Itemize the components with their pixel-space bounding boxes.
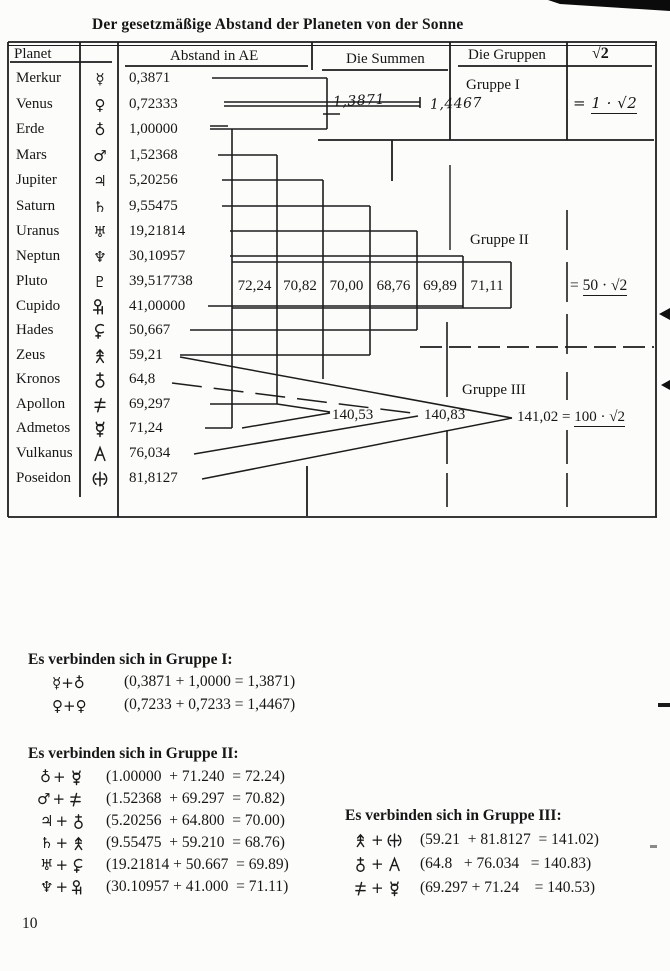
jupiter-symbol: ♃ (93, 172, 107, 190)
group-label-2: Gruppe II (470, 232, 529, 248)
sqrt-expression-g2 (570, 276, 627, 295)
table-row (0, 121, 670, 141)
neptun-symbol: ♆ (40, 878, 54, 896)
page-title: Der gesetzmäßige Abstand der Planeten von der Sonne (92, 16, 464, 33)
apollon-symbol (89, 396, 111, 415)
vulkanus-symbol (89, 445, 111, 464)
equation-text: (1.52368 + 69.297 = 70.82) (106, 790, 285, 807)
equation-text: (30.10957 + 41.000 = 71.11) (106, 878, 289, 895)
admetos-symbol (89, 420, 111, 439)
table-row (0, 147, 670, 167)
plus-sign: + (55, 856, 69, 874)
table-row (0, 298, 670, 318)
section-heading-g3: Es verbinden sich in Gruppe III: (345, 807, 562, 824)
handwritten-sum-1: 1,3871 (332, 91, 386, 111)
kronos-symbol (352, 856, 369, 873)
abstand-value: 1,52368 (129, 147, 178, 163)
planet-name: Neptun (16, 248, 61, 264)
table-row (0, 322, 670, 342)
equation-text: (0,7233 + 0,7233 = 1,4467) (124, 696, 296, 713)
admetos-symbol (386, 880, 403, 897)
hades-symbol (89, 322, 111, 341)
venus-symbol: ♀ (94, 96, 106, 114)
g3-sum-value: 141,02 (517, 409, 559, 425)
cupido-symbol (70, 879, 87, 896)
plus-sign: + (371, 855, 384, 873)
uranus-symbol: ♅ (40, 856, 54, 874)
abstand-value: 30,10957 (129, 248, 186, 264)
sum-box-value: 72,24 (237, 278, 272, 294)
abstand-value: 69,297 (129, 396, 171, 412)
saturn-symbol: ♄ (93, 198, 107, 216)
sum-box-value: 69,89 (423, 278, 457, 294)
abstand-value: 9,55475 (129, 198, 178, 214)
handwritten-sum-2: 1,4467 (429, 95, 483, 113)
sum-box-value: 68,76 (376, 278, 411, 294)
table-row (0, 347, 670, 367)
plus-sign: + (53, 768, 66, 786)
planet-name: Vulkanus (16, 445, 73, 461)
mars-symbol: ♂ (93, 147, 107, 165)
equation-text: (59.21 + 81.8127 = 141.02) (420, 831, 599, 848)
pluto-symbol: ♇ (93, 273, 107, 291)
abstand-value: 50,667 (129, 322, 171, 338)
plus-sign: + (371, 831, 384, 849)
abstand-value: 19,21814 (129, 223, 186, 239)
equals-sign: = (570, 277, 579, 294)
abstand-value: 59,21 (129, 347, 163, 363)
kronos-symbol (89, 371, 111, 390)
uranus-symbol: ♅ (93, 223, 107, 241)
sqrt-value: 100 · √2 (574, 409, 625, 425)
table-row (0, 70, 670, 90)
saturn-symbol: ♄ (40, 834, 54, 852)
cupido-symbol (89, 298, 111, 317)
abstand-value: 81,8127 (129, 470, 178, 486)
plus-sign: + (371, 879, 384, 897)
planet-name: Hades (16, 322, 54, 338)
abstand-value: 5,20256 (129, 172, 178, 188)
page-number: 10 (22, 915, 38, 932)
abstand-value: 71,24 (129, 420, 163, 436)
neptun-symbol: ♆ (93, 248, 107, 266)
sum-box-value: 70,82 (283, 278, 317, 294)
equation-text: (5.20256 + 64.800 = 70.00) (106, 812, 285, 829)
g3-sum-value: 140,83 (424, 407, 466, 423)
equation-text: (1.00000 + 71.240 = 72.24) (106, 768, 285, 785)
apollon-symbol (67, 791, 84, 808)
abstand-value: 76,034 (129, 445, 171, 461)
planet-name: Kronos (16, 371, 61, 387)
plus-sign: + (55, 878, 69, 896)
planet-name: Poseidon (16, 470, 72, 486)
g3-sum-value: 140,53 (332, 407, 374, 423)
hades-symbol (70, 857, 87, 874)
section-heading-g1: Es verbinden sich in Gruppe I: (28, 651, 233, 668)
abstand-value: 1,00000 (129, 121, 178, 137)
zeus-symbol (89, 347, 111, 366)
table-row (0, 198, 670, 218)
group-label-3: Gruppe III (462, 382, 526, 398)
planet-name: Saturn (16, 198, 56, 214)
planet-name: Jupiter (16, 172, 57, 188)
erde-symbol: ♁ (73, 674, 85, 692)
abstand-value: 0,72333 (129, 96, 178, 112)
equation-text: (9.55475 + 59.210 = 68.76) (106, 834, 285, 851)
planet-name: Cupido (16, 298, 61, 314)
poseidon-symbol (386, 832, 403, 849)
planet-name: Admetos (16, 420, 71, 436)
planet-name: Uranus (16, 223, 60, 239)
planet-name: Erde (16, 121, 45, 137)
sqrt-expression-g1 (573, 94, 637, 112)
venus-symbol: ♀ (52, 697, 63, 715)
planet-name: Pluto (16, 273, 48, 289)
vulkanus-symbol (386, 856, 403, 873)
sqrt-value: 50 · √2 (582, 277, 628, 294)
table-row (0, 445, 670, 465)
merkur-symbol: ☿ (52, 674, 62, 692)
sqrt-value: 1 · √2 (591, 94, 638, 112)
merkur-symbol: ☿ (95, 70, 105, 88)
col-header-abstand: Abstand in AE (170, 48, 259, 64)
g3-result (517, 408, 625, 426)
col-header-sqrt2: √2 (592, 45, 609, 62)
equation-text: (0,3871 + 1,0000 = 1,3871) (124, 673, 296, 690)
sum-box-value: 70,00 (329, 278, 364, 294)
planet-name: Merkur (16, 70, 61, 86)
planet-name: Apollon (16, 396, 66, 412)
abstand-value: 0,3871 (129, 70, 171, 86)
equals-sign: = (573, 94, 587, 112)
plus-sign: + (61, 674, 74, 692)
table-row (0, 172, 670, 192)
admetos-symbol (68, 769, 85, 786)
equals-sign: = (562, 409, 571, 425)
equation-text: (19.21814 + 50.667 = 69.89) (106, 856, 289, 873)
equation-text: (64.8 + 76.034 = 140.83) (420, 855, 592, 872)
plus-sign: + (52, 790, 66, 808)
plus-sign: + (55, 834, 69, 852)
erde-symbol: ♁ (40, 768, 51, 786)
group-label-1: Gruppe I (466, 77, 520, 93)
plus-sign: + (55, 812, 69, 830)
table-row (0, 248, 670, 268)
equation-text: (69.297 + 71.24 = 140.53) (420, 879, 596, 896)
col-header-planet: Planet (14, 46, 52, 62)
kronos-symbol (70, 813, 87, 830)
table-row (0, 223, 670, 243)
plus-sign: + (63, 697, 76, 715)
apollon-symbol (352, 880, 369, 897)
venus-symbol: ♀ (75, 697, 87, 715)
sum-box-value: 71,11 (470, 278, 504, 294)
col-header-gruppen: Die Gruppen (468, 47, 546, 63)
planet-name: Zeus (16, 347, 46, 363)
col-header-summen: Die Summen (346, 51, 425, 67)
zeus-symbol (352, 832, 369, 849)
mars-symbol: ♂ (37, 790, 51, 808)
abstand-value: 41,00000 (129, 298, 186, 314)
table-row (0, 470, 670, 490)
abstand-value: 64,8 (129, 371, 156, 387)
table-row (0, 371, 670, 391)
erde-symbol: ♁ (94, 121, 106, 139)
jupiter-symbol: ♃ (40, 812, 54, 830)
section-heading-g2: Es verbinden sich in Gruppe II: (28, 745, 239, 762)
planet-name: Venus (16, 96, 53, 112)
zeus-symbol (70, 835, 87, 852)
abstand-value: 39,517738 (129, 273, 193, 289)
poseidon-symbol (89, 470, 111, 489)
planet-name: Mars (16, 147, 47, 163)
